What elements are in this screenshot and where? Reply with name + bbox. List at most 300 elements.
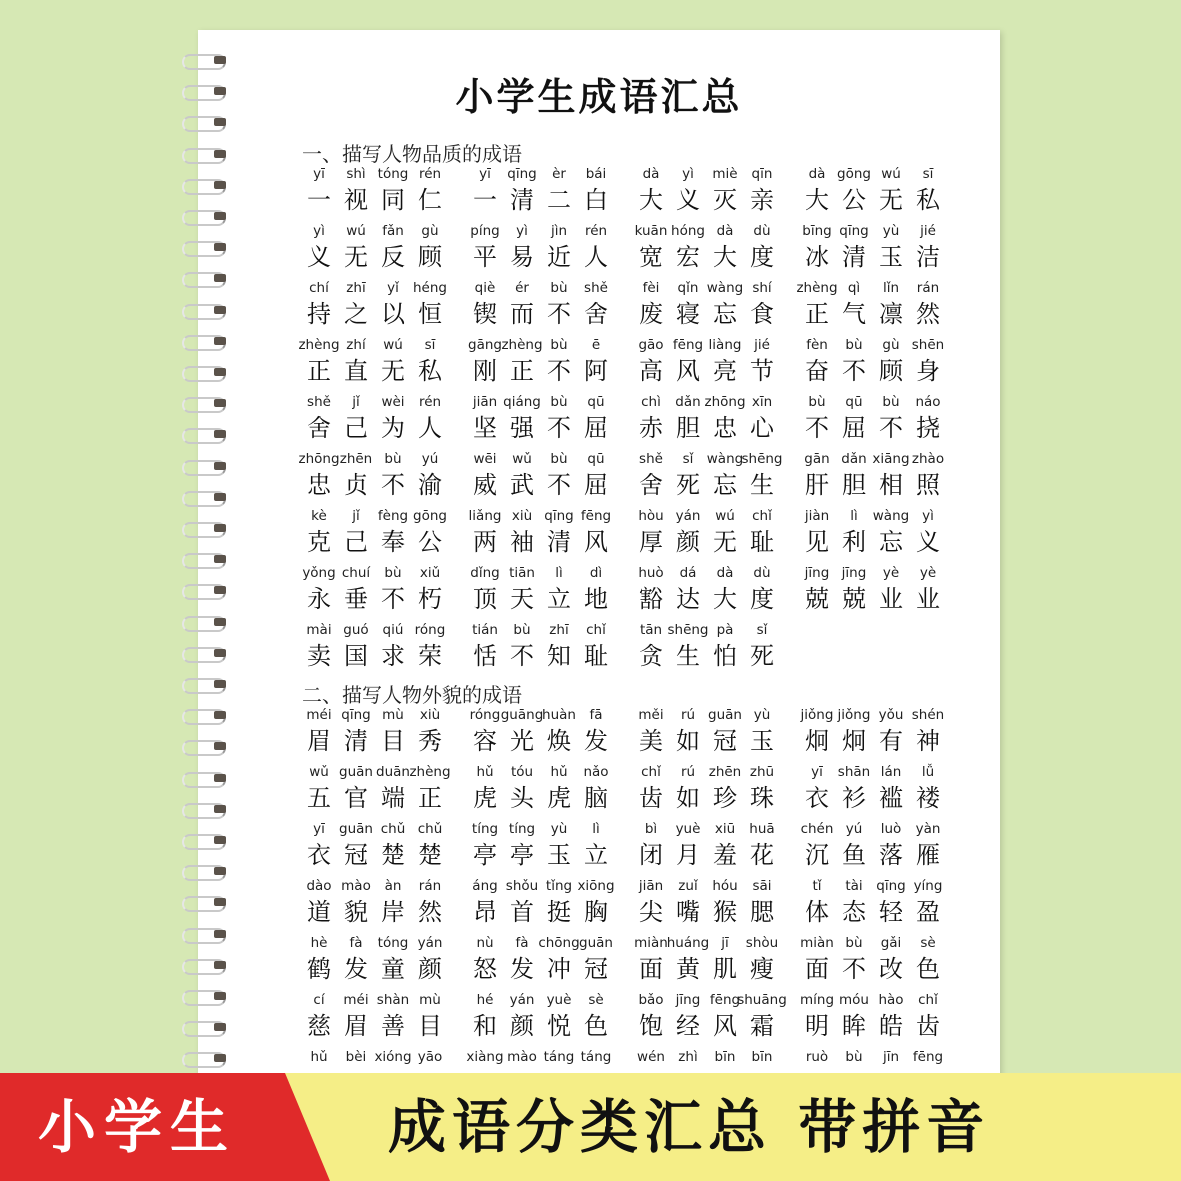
pinyin: wàng (706, 280, 744, 296)
pinyin: yán (675, 508, 701, 524)
hanzi: 发 (344, 955, 368, 983)
hanzi: 清 (510, 186, 534, 214)
hanzi: 亮 (713, 357, 737, 385)
pinyin: yī (479, 166, 491, 182)
pinyin: yán (509, 992, 535, 1008)
pinyin: yè (919, 565, 937, 581)
pinyin: shí (752, 280, 772, 296)
idiom (798, 935, 950, 992)
idiom-row (300, 821, 960, 878)
hanzi: 屈 (584, 471, 608, 499)
idiom-char-cell (909, 394, 947, 451)
hanzi: 而 (510, 300, 534, 328)
idiom (300, 508, 452, 565)
pinyin: chōng (538, 935, 580, 951)
pinyin: jī (721, 935, 729, 951)
hanzi: 齿 (639, 784, 663, 812)
pinyin: dà (808, 166, 826, 182)
hanzi: 不 (805, 414, 829, 442)
idiom-char-cell (411, 166, 449, 223)
hanzi: 贞 (344, 471, 368, 499)
idiom-char-cell (411, 337, 449, 394)
idiom-char-cell (743, 280, 781, 337)
hanzi: 易 (510, 243, 534, 271)
pinyin: gāng (468, 337, 502, 353)
hanzi: 大 (713, 243, 737, 271)
spiral-ring (176, 738, 228, 754)
hanzi: 虎 (473, 784, 497, 812)
pinyin: lì (555, 565, 563, 581)
pinyin: zhī (346, 280, 366, 296)
idiom (632, 935, 784, 992)
pinyin: róng (469, 707, 501, 723)
hanzi: 大 (805, 186, 829, 214)
hanzi: 怕 (713, 642, 737, 670)
pinyin: qǐn (677, 280, 699, 296)
hanzi: 肌 (713, 955, 737, 983)
idiom-char-cell (737, 992, 787, 1049)
hanzi: 皓 (879, 1012, 903, 1040)
pinyin: sè (588, 992, 604, 1008)
idiom-char-cell (743, 707, 781, 764)
pinyin: lì (850, 508, 858, 524)
pinyin: qīng (839, 223, 869, 239)
pinyin: bù (550, 337, 568, 353)
idiom (632, 622, 784, 679)
hanzi: 玉 (879, 243, 903, 271)
pinyin: shén (911, 707, 945, 723)
pinyin: zuǐ (678, 878, 698, 894)
pinyin: wǔ (512, 451, 532, 467)
hanzi: 私 (418, 357, 442, 385)
idiom (300, 878, 452, 935)
hanzi: 舍 (307, 414, 331, 442)
pinyin: míng (799, 992, 835, 1008)
idiom-char-cell (909, 508, 947, 565)
pinyin: qì (847, 280, 861, 296)
spiral-ring (176, 645, 228, 661)
pinyin: jiǒng (800, 707, 834, 723)
hanzi: 不 (547, 471, 571, 499)
pinyin: mù (419, 992, 441, 1008)
pinyin: lǐn (882, 280, 900, 296)
hanzi: 平 (473, 243, 497, 271)
idiom-char-cell (743, 337, 781, 394)
hanzi: 国 (344, 642, 368, 670)
spiral-ring (176, 957, 228, 973)
hanzi: 善 (381, 1012, 405, 1040)
hanzi: 不 (547, 414, 571, 442)
idiom-char-cell (743, 821, 781, 878)
pinyin: áng (472, 878, 498, 894)
hanzi: 不 (842, 357, 866, 385)
pinyin: sī (922, 166, 934, 182)
hanzi: 褛 (916, 784, 940, 812)
pinyin: fèn (806, 337, 828, 353)
pinyin: guān (339, 821, 373, 837)
idiom-char-cell (909, 821, 947, 878)
hanzi: 兢 (805, 585, 829, 613)
idiom-char-cell (577, 280, 615, 337)
pinyin: qū (587, 451, 605, 467)
hanzi: 亲 (750, 186, 774, 214)
pinyin: yú (421, 451, 439, 467)
hanzi: 袖 (510, 528, 534, 556)
spiral-ring (176, 239, 228, 255)
hanzi: 玉 (750, 727, 774, 755)
hanzi: 炯 (842, 727, 866, 755)
hanzi: 气 (842, 300, 866, 328)
hanzi: 五 (307, 784, 331, 812)
idiom-char-cell (411, 622, 449, 679)
pinyin: bù (384, 565, 402, 581)
pinyin: yǒu (878, 707, 904, 723)
pinyin: chí (309, 280, 329, 296)
pinyin: àn (384, 878, 402, 894)
pinyin: móu (839, 992, 869, 1008)
pinyin: guāng (500, 707, 544, 723)
idiom-char-cell (411, 821, 449, 878)
pinyin: sǐ (682, 451, 694, 467)
hanzi: 无 (879, 186, 903, 214)
pinyin: liǎng (468, 508, 502, 524)
pinyin: jīng (841, 565, 867, 581)
idiom-row (300, 878, 960, 935)
idiom (798, 451, 950, 508)
hanzi: 耻 (750, 528, 774, 556)
spiral-ring (176, 1050, 228, 1066)
idiom (632, 280, 784, 337)
pinyin: chǔ (380, 821, 406, 837)
hanzi: 无 (381, 357, 405, 385)
hanzi: 立 (584, 841, 608, 869)
spiral-ring (176, 333, 228, 349)
hanzi: 体 (805, 898, 829, 926)
hanzi: 神 (916, 727, 940, 755)
idiom (632, 508, 784, 565)
hanzi: 高 (639, 357, 663, 385)
hanzi: 义 (307, 243, 331, 271)
hanzi: 卖 (307, 642, 331, 670)
pinyin: yī (313, 821, 325, 837)
pinyin: tài (845, 878, 863, 894)
hanzi: 一 (473, 186, 497, 214)
pinyin: tián (472, 622, 498, 638)
pinyin: yàn (915, 821, 941, 837)
idiom-row (300, 508, 960, 565)
pinyin: chuí (341, 565, 371, 581)
hanzi: 光 (510, 727, 534, 755)
hanzi: 求 (381, 642, 405, 670)
pinyin: rén (584, 223, 608, 239)
idiom-char-cell (909, 280, 947, 337)
hanzi: 清 (344, 727, 368, 755)
pinyin: sè (920, 935, 936, 951)
pinyin: yǒng (302, 565, 336, 581)
pinyin: yù (550, 821, 568, 837)
hanzi: 如 (676, 727, 700, 755)
idiom-char-cell (411, 565, 449, 622)
pinyin: wēi (473, 451, 497, 467)
hanzi: 垂 (344, 585, 368, 613)
idiom-row (300, 622, 960, 679)
spiral-ring (176, 302, 228, 318)
pinyin: héng (413, 280, 447, 296)
hanzi: 尖 (639, 898, 663, 926)
spiral-ring (176, 146, 228, 162)
pinyin: luò (880, 821, 902, 837)
idiom (300, 451, 452, 508)
idiom (466, 166, 618, 223)
idiom-char-cell (411, 280, 449, 337)
pinyin: bù (550, 394, 568, 410)
idiom-row (300, 992, 960, 1049)
hanzi: 武 (510, 471, 534, 499)
idiom (466, 707, 618, 764)
spiral-ring (176, 395, 228, 411)
pinyin: gǎi (880, 935, 902, 951)
hanzi: 不 (510, 642, 534, 670)
idiom (300, 992, 452, 1049)
pinyin: tíng (471, 821, 499, 837)
hanzi: 冠 (584, 955, 608, 983)
spiral-ring (176, 426, 228, 442)
hanzi: 之 (344, 300, 368, 328)
hanzi: 冲 (547, 955, 571, 983)
idiom (466, 764, 618, 821)
hanzi: 恒 (418, 300, 442, 328)
hanzi: 宽 (639, 243, 663, 271)
pinyin: miàn (800, 935, 834, 951)
pinyin: zhī (549, 622, 569, 638)
pinyin: jǐ (352, 508, 360, 524)
hanzi: 大 (713, 585, 737, 613)
pinyin: tóng (377, 935, 409, 951)
hanzi: 面 (639, 955, 663, 983)
hanzi: 业 (916, 585, 940, 613)
pinyin: jīng (675, 992, 701, 1008)
hanzi: 强 (510, 414, 534, 442)
hanzi: 无 (713, 528, 737, 556)
hanzi: 冠 (344, 841, 368, 869)
pinyin: sāi (752, 878, 772, 894)
idiom-char-cell (577, 764, 615, 821)
pinyin: bù (550, 280, 568, 296)
idiom-char-cell (743, 878, 781, 935)
idiom (632, 166, 784, 223)
hanzi: 生 (676, 642, 700, 670)
idiom (300, 565, 452, 622)
hanzi: 度 (750, 243, 774, 271)
hanzi: 闭 (639, 841, 663, 869)
pinyin: tǐ (812, 878, 822, 894)
hanzi: 美 (639, 727, 663, 755)
pinyin: hòu (638, 508, 664, 524)
idiom-char-cell (411, 878, 449, 935)
pinyin: dà (642, 166, 660, 182)
hanzi: 衣 (805, 784, 829, 812)
hanzi: 花 (750, 841, 774, 869)
pinyin: lǚ (921, 764, 935, 780)
idiom (798, 992, 950, 1049)
hanzi: 官 (344, 784, 368, 812)
hanzi: 不 (842, 955, 866, 983)
idiom-char-cell (577, 878, 615, 935)
pinyin: gōng (837, 166, 871, 182)
idiom-row (300, 223, 960, 280)
pinyin: měi (638, 707, 664, 723)
pinyin: bù (845, 1049, 863, 1065)
hanzi: 白 (584, 186, 608, 214)
pinyin: xióng (374, 1049, 412, 1065)
hanzi: 冠 (713, 727, 737, 755)
hanzi: 顾 (418, 243, 442, 271)
hanzi: 不 (879, 414, 903, 442)
pinyin: píng (470, 223, 500, 239)
hanzi: 以 (381, 300, 405, 328)
hanzi: 近 (547, 243, 571, 271)
hanzi: 羞 (713, 841, 737, 869)
pinyin: wú (346, 223, 366, 239)
hanzi: 颜 (676, 528, 700, 556)
pinyin: fèng (377, 508, 409, 524)
pinyin: huàn (542, 707, 576, 723)
hanzi: 眸 (842, 1012, 866, 1040)
pinyin: gù (421, 223, 439, 239)
idiom (798, 166, 950, 223)
hanzi: 胸 (584, 898, 608, 926)
hanzi: 色 (584, 1012, 608, 1040)
pinyin: rú (680, 707, 696, 723)
pinyin: bīng (802, 223, 832, 239)
hanzi: 衣 (307, 841, 331, 869)
idiom (632, 764, 784, 821)
pinyin: chì (641, 394, 661, 410)
pinyin: kè (311, 508, 327, 524)
idiom-char-cell (411, 223, 449, 280)
pinyin: duān (376, 764, 410, 780)
hanzi: 珍 (713, 784, 737, 812)
spiral-ring (176, 551, 228, 567)
idiom (632, 878, 784, 935)
pinyin: wèi (381, 394, 405, 410)
idiom-char-cell (411, 394, 449, 451)
hanzi: 雁 (916, 841, 940, 869)
pinyin: shēn (911, 337, 945, 353)
pinyin: guān (339, 764, 373, 780)
hanzi: 衫 (842, 784, 866, 812)
section-heading-2: 二、描写人物外貌的成语 (302, 683, 522, 707)
idiom-char-cell (909, 337, 947, 394)
bottom-banner (0, 1073, 1181, 1181)
pinyin: yú (845, 821, 863, 837)
idiom-char-cell (743, 394, 781, 451)
pinyin: chǐ (918, 992, 938, 1008)
pinyin: dù (753, 565, 771, 581)
hanzi: 童 (381, 955, 405, 983)
idiom (798, 223, 950, 280)
hanzi: 沉 (805, 841, 829, 869)
idiom (300, 935, 452, 992)
spiral-ring (176, 832, 228, 848)
pinyin: jìn (550, 223, 568, 239)
hanzi: 死 (750, 642, 774, 670)
pinyin: liàng (708, 337, 742, 353)
hanzi: 生 (750, 471, 774, 499)
idiom-row (300, 707, 960, 764)
hanzi: 脑 (584, 784, 608, 812)
pinyin: dǎn (675, 394, 701, 410)
idiom (798, 764, 950, 821)
idiom (300, 223, 452, 280)
pinyin: wú (715, 508, 735, 524)
hanzi: 鹤 (307, 955, 331, 983)
idiom (632, 337, 784, 394)
hanzi: 公 (418, 528, 442, 556)
pinyin: qīng (876, 878, 906, 894)
hanzi: 死 (676, 471, 700, 499)
hanzi: 忠 (307, 471, 331, 499)
pinyin: xiù (511, 508, 533, 524)
hanzi: 永 (307, 585, 331, 613)
hanzi: 褴 (879, 784, 903, 812)
hanzi: 顾 (879, 357, 903, 385)
hanzi: 相 (879, 471, 903, 499)
pinyin: shēng (667, 622, 709, 638)
hanzi: 然 (418, 898, 442, 926)
pinyin: tiān (509, 565, 535, 581)
pinyin: ruò (805, 1049, 829, 1065)
hanzi: 颜 (510, 1012, 534, 1040)
pinyin: náo (915, 394, 941, 410)
pinyin: bèi (345, 1049, 367, 1065)
pinyin: shēng (741, 451, 783, 467)
pinyin: èr (552, 166, 566, 182)
hanzi: 奉 (381, 528, 405, 556)
idiom (632, 565, 784, 622)
pinyin: zhèng (298, 337, 340, 353)
pinyin: guān (708, 707, 742, 723)
spiral-ring (176, 863, 228, 879)
hanzi: 面 (805, 955, 829, 983)
pinyin: qiáng (503, 394, 541, 410)
hanzi: 悦 (547, 1012, 571, 1040)
pinyin: fà (515, 935, 529, 951)
idiom (300, 707, 452, 764)
idiom (300, 280, 452, 337)
hanzi: 达 (676, 585, 700, 613)
hanzi: 挠 (916, 414, 940, 442)
pinyin: qīng (544, 508, 574, 524)
pinyin: xiù (419, 707, 441, 723)
idiom (632, 394, 784, 451)
idiom-char-cell (909, 166, 947, 223)
hanzi: 反 (381, 243, 405, 271)
pinyin: qiú (382, 622, 404, 638)
hanzi: 慈 (307, 1012, 331, 1040)
idiom (798, 337, 950, 394)
pinyin: yì (313, 223, 325, 239)
hanzi: 人 (418, 414, 442, 442)
pinyin: huò (638, 565, 664, 581)
idiom-row (300, 337, 960, 394)
idiom-char-cell (909, 992, 947, 1049)
pinyin: zhèng (796, 280, 838, 296)
hanzi: 眉 (307, 727, 331, 755)
idiom (798, 565, 950, 622)
spiral-ring (176, 676, 228, 692)
idiom-row (300, 764, 960, 821)
